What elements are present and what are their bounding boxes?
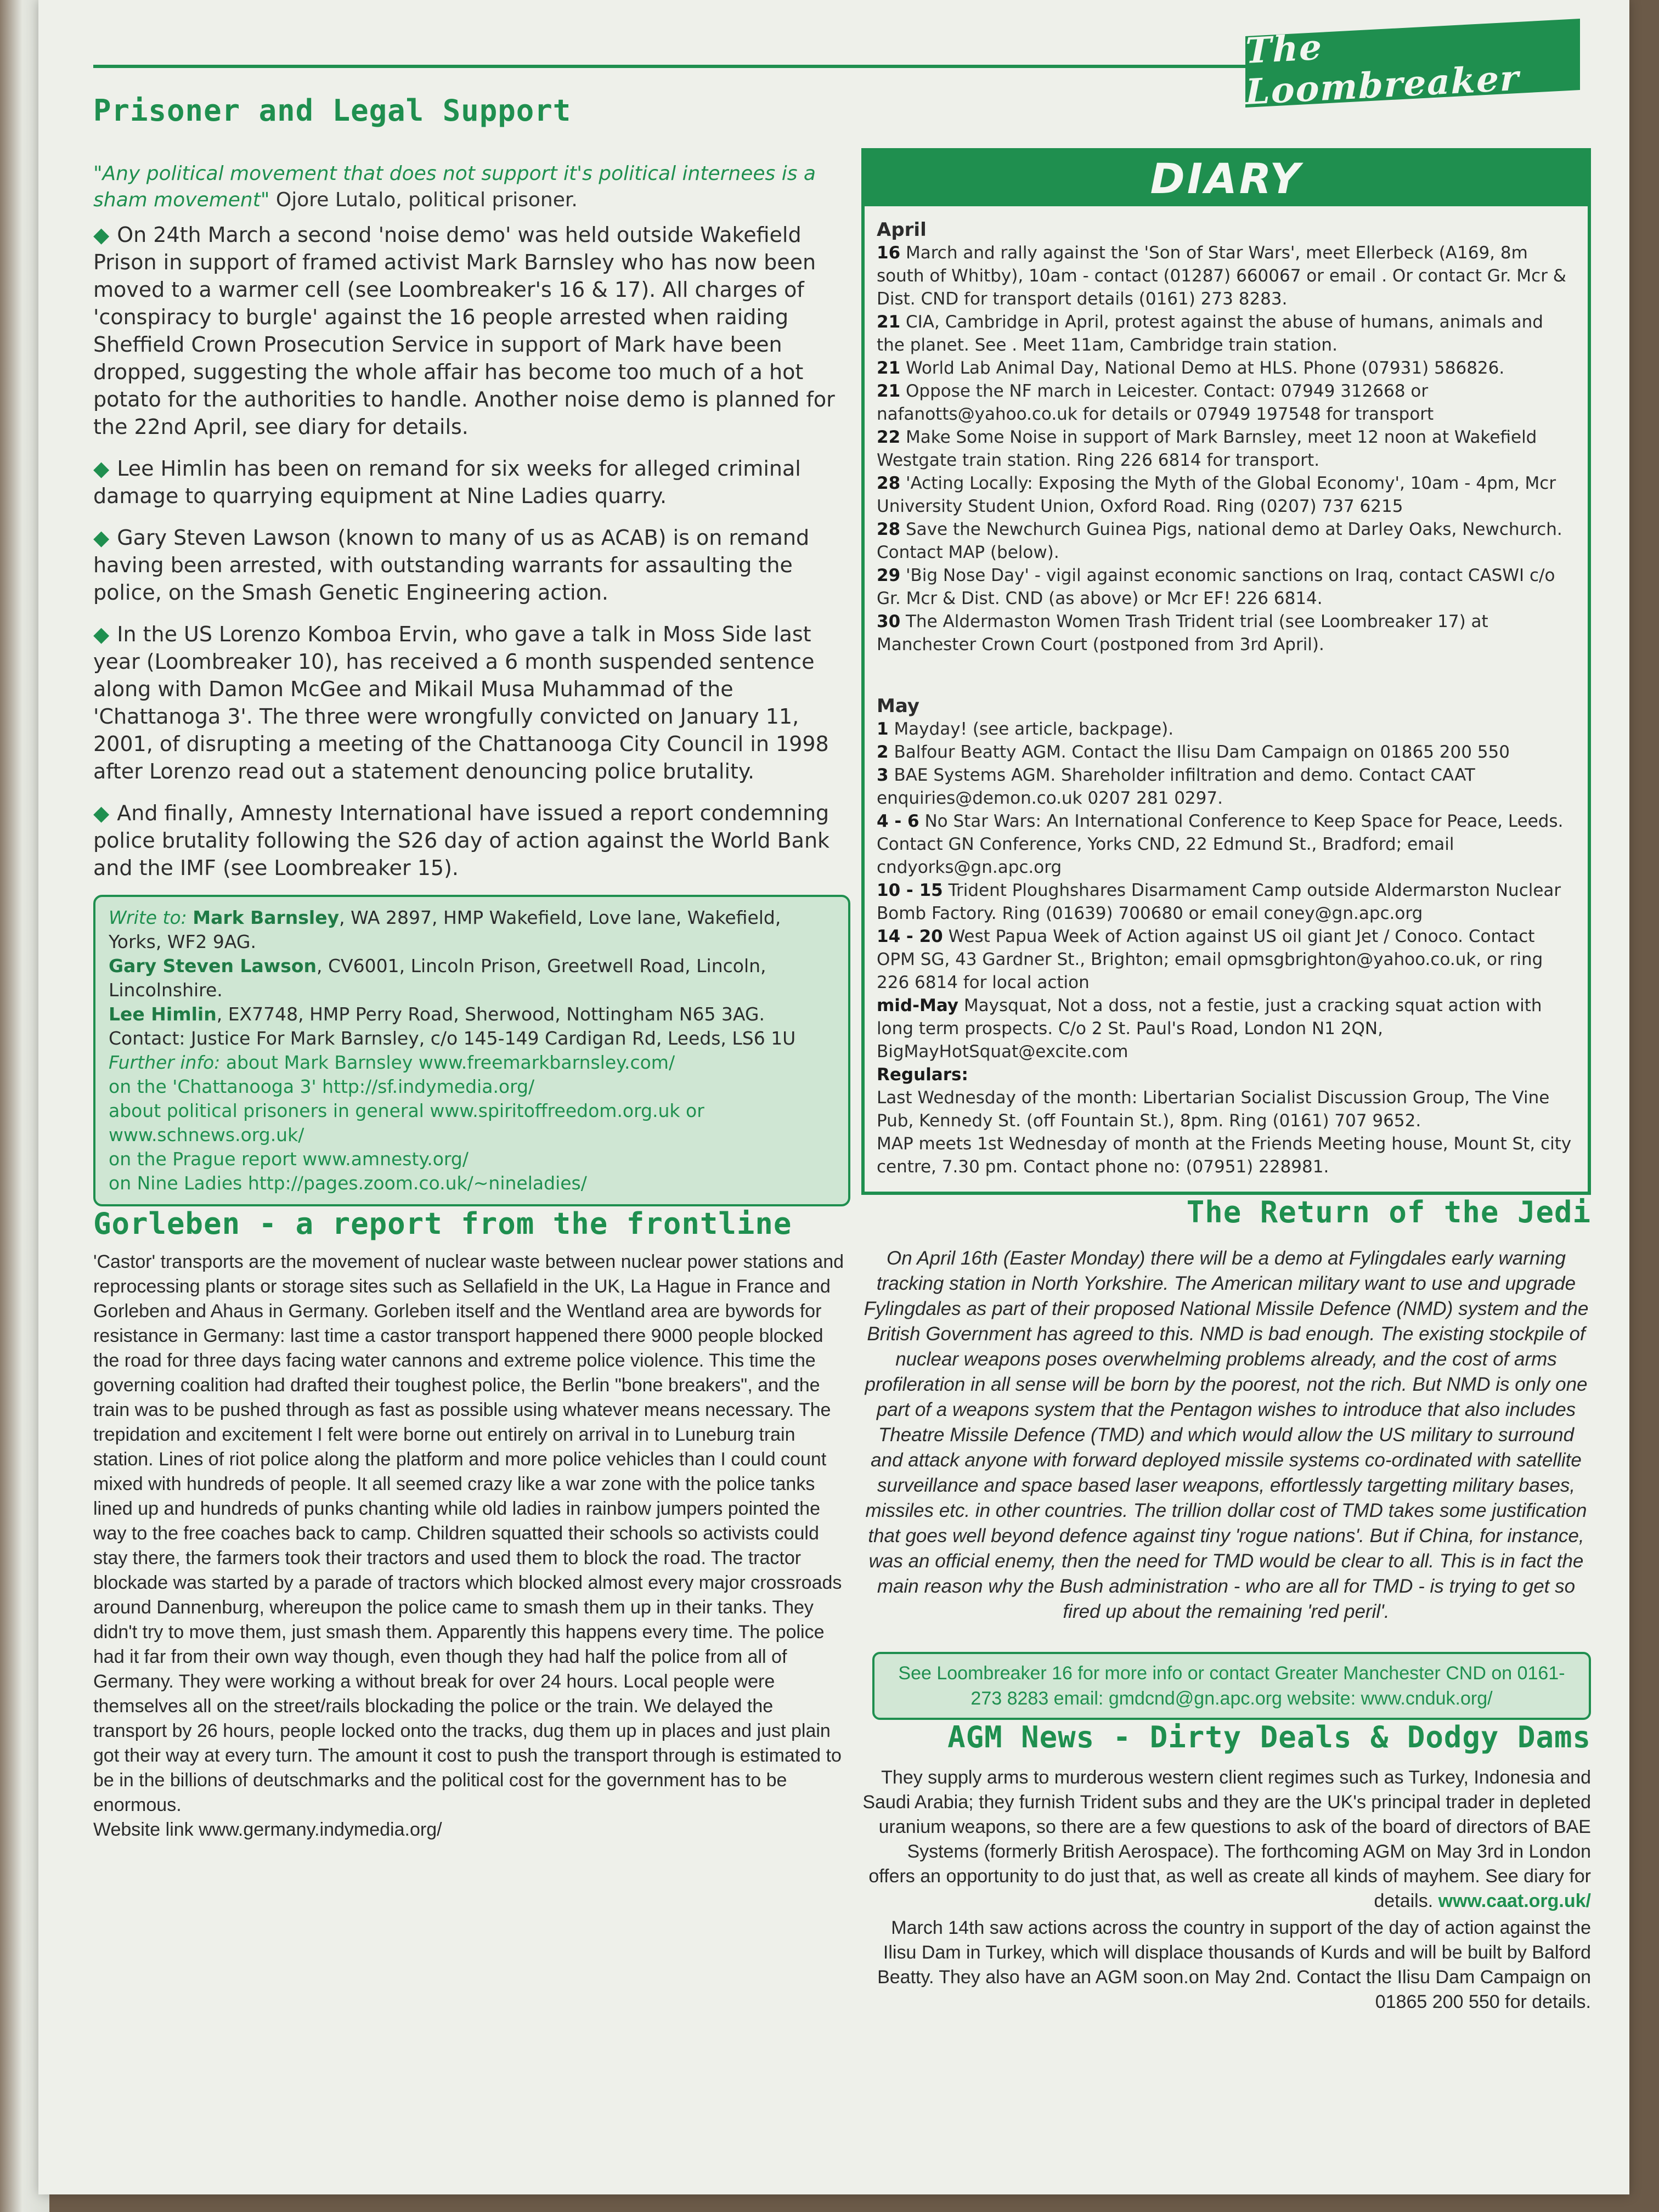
further-info-line xyxy=(109,1051,835,1075)
further-info-link[interactable]: about political prisoners in general www.spiritoffreedom.org.uk or www.schnews.org.uk/ xyxy=(109,1100,704,1146)
regular-event: MAP meets 1st Wednesday of month at the Friends Meeting house, Mount St, city centre, 7.30 pm. Contact phone no: (07951) 228981. xyxy=(877,1134,1572,1177)
news-item-text: Gary Steven Lawson (known to many of us as ACAB) is on remand having been arrested, with outstanding warrants for assaulting the police, on the Smash Genetic Engineering action. xyxy=(93,526,810,605)
diary-event xyxy=(877,380,1576,426)
diary-event-date: 4 - 6 xyxy=(877,811,919,831)
diary-event-date: 2 xyxy=(877,742,889,762)
gorleben-title: Gorleben - a report from the frontline xyxy=(93,1206,792,1241)
prisoner-address: , WA 2897, HMP Wakefield, Love lane, Wakefield, Yorks, WF2 9AG. xyxy=(109,907,781,952)
diary-body xyxy=(865,206,1588,1192)
diary-event-date: 10 - 15 xyxy=(877,881,943,900)
diary-event-text: Trident Ploughshares Disarmament Camp outside Aldermarston Nuclear Bomb Factory. Ring (01639) 700680 or email coney@gn.apc.org xyxy=(877,881,1561,923)
news-item xyxy=(93,455,850,510)
diary-event xyxy=(877,925,1576,994)
diary-event-text: World Lab Animal Day, National Demo at HLS. Phone (07931) 586826. xyxy=(906,358,1505,378)
quote-text: "Any political movement that does not support it's political internees is a sham movement" xyxy=(93,162,816,211)
diary-event xyxy=(877,518,1576,564)
diary-event-date: 21 xyxy=(877,312,901,332)
bullet-icon: ◆ xyxy=(93,456,110,481)
agm-paragraph xyxy=(861,1765,1591,1914)
further-info-link[interactable]: about Mark Barnsley www.freemarkbarnsley.com/ xyxy=(225,1052,675,1073)
diary-event-date: 30 xyxy=(877,612,901,631)
write-to-line xyxy=(109,1002,835,1026)
news-item xyxy=(93,524,850,606)
diary-month-april: April xyxy=(877,219,927,241)
jedi-title: The Return of the Jedi xyxy=(1186,1195,1591,1229)
diary-event-text: March and rally against the 'Son of Star Wars', meet Ellerbeck (A169, 8m south of Whitby), 10am - contact (01287) 660067 or email . Or contact Gr. Mcr & Dist. CND for transport details (0161) 273 8283. xyxy=(877,243,1566,309)
diary-box xyxy=(861,148,1591,1195)
jedi-article: On April 16th (Easter Monday) there will be a demo at Fylingdales early warning tracking station in North Yorkshire. The American military want to use and upgrade Fylingdales as part of their proposed National Missile Defence (NMD) system and the British Government has agreed to this. NMD is bad enough. The existing stockpile of nuclear weapons poses overwhelming problems already, and the cost of arms profileration in all sense will be born by the poorest, not the rich. But NMD is only one part of a weapons system that the Pentagon wishes to introduce that also includes Theatre Missile Defence (TMD) and which would allow the US military to surround and attack anyone with forward deployed missile systems co-ordinated with satellite surveillance and space based laser weapons, effortlessly targetting military bases, missiles etc. in other countries. The trillion dollar cost of TMD takes some justification that goes well beyond defence against tiny 'rogue nations'. But if China, for instance, was an official enemy, then the need for TMD would be clear to all. This is in fact the main reason why the Bush administration - who are all for TMD - is trying to get so fired up about the remaining 'red peril'. xyxy=(864,1248,1589,1622)
diary-event-text: West Papua Week of Action against US oil giant Jet / Conoco. Contact OPM SG, 43 Gardner St., Brighton; email opmsgbrighton@yahoo.co.uk, or ring 226 6814 for local action xyxy=(877,927,1543,992)
left-column xyxy=(93,93,850,1842)
masthead-flag: The Loombreaker xyxy=(1245,19,1580,108)
diary-event xyxy=(877,610,1576,656)
diary-event-text: No Star Wars: An International Conference to Keep Space for Peace, Leeds. Contact GN Conference, Yorks CND, 22 Edmund St., Bradford; email cndyorks@gn.apc.org xyxy=(877,811,1564,877)
diary-event-text: Mayday! (see article, backpage). xyxy=(894,719,1174,739)
diary-event-date: 29 xyxy=(877,566,901,585)
may-events xyxy=(877,718,1576,1063)
diary-event-date: 22 xyxy=(877,427,901,447)
diary-event xyxy=(877,311,1576,357)
diary-event xyxy=(877,994,1576,1063)
diary-event-text: The Aldermaston Women Trash Trident trial (see Loombreaker 17) at Manchester Crown Court (postponed from 3rd April). xyxy=(877,612,1488,654)
diary-event-text: Oppose the NF march in Leicester. Contact: 07949 312668 or nafanotts@yahoo.co.uk for details or 07949 197548 for transport xyxy=(877,381,1434,424)
top-rule xyxy=(93,65,1311,68)
caat-link[interactable]: www.caat.org.uk/ xyxy=(1438,1891,1591,1911)
gorleben-article xyxy=(93,1250,850,1842)
news-item xyxy=(93,620,850,785)
news-item xyxy=(93,799,850,882)
prisoner-name: Lee Himlin xyxy=(109,1003,217,1025)
diary-event-date: 1 xyxy=(877,719,889,739)
diary-event-date: 3 xyxy=(877,765,889,785)
news-item-text: And finally, Amnesty International have issued a report condemning police brutality following the S26 day of action against the World Bank and the IMF (see Loombreaker 15). xyxy=(93,801,830,880)
diary-event xyxy=(877,810,1576,879)
diary-event-text: 'Big Nose Day' - vigil against economic sanctions on Iraq, contact CASWI c/o Gr. Mcr & Dist. CND (as above) or Mcr EF! 226 6814. xyxy=(877,566,1555,608)
diary-event-text: CIA, Cambridge in April, protest against the abuse of humans, animals and the planet. See . Meet 11am, Cambridge train station. xyxy=(877,312,1543,355)
news-item xyxy=(93,221,850,441)
prisoner-name: Mark Barnsley xyxy=(193,907,340,928)
prisoner-address: , EX7748, HMP Perry Road, Sherwood, Nottingham N65 3AG. xyxy=(216,1003,765,1025)
diary-event-date: 28 xyxy=(877,473,901,493)
bullet-icon: ◆ xyxy=(93,622,110,646)
diary-event-text: Make Some Noise in support of Mark Barnsley, meet 12 noon at Wakefield Westgate train station. Ring 226 6814 for transport. xyxy=(877,427,1537,470)
prisoner-name: Gary Steven Lawson xyxy=(109,955,317,977)
diary-event xyxy=(877,718,1576,741)
write-to-line xyxy=(109,906,835,954)
cnd-info-box: See Loombreaker 16 for more info or contact Greater Manchester CND on 0161-273 8283 email: gmdcnd@gn.apc.org website: www.cnduk.org/ xyxy=(872,1652,1591,1720)
further-info-label: Further info: xyxy=(109,1052,221,1073)
agm-paragraph: March 14th saw actions across the country in support of the day of action against the Ilisu Dam in Turkey, which will displace thousands of Kurds and will be built by Balford Beatty. They also have an AGM soon.on May 2nd. Contact the Ilisu Dam Campaign on 01865 200 550 for details. xyxy=(877,1917,1591,2012)
write-to-line xyxy=(109,954,835,1002)
prisoner-contact-box xyxy=(93,895,850,1206)
write-to-label: Write to: xyxy=(109,907,187,928)
diary-event xyxy=(877,426,1576,472)
news-item-text: Lee Himlin has been on remand for six weeks for alleged criminal damage to quarrying equipment at Nine Ladies quarry. xyxy=(93,456,801,508)
newsletter-page xyxy=(38,0,1629,2194)
diary-event xyxy=(877,564,1576,610)
gorleben-body: 'Castor' transports are the movement of nuclear waste between nuclear power stations and reprocessing plants or storage sites such as Sellafield in the UK, La Hague in France and Gorleben and Ahaus in Germany. Gorleben itself and the Wentland area are bywords for resistance in Germany: last time a castor transport happened there 9000 people blocked the road for three days facing water cannons and extreme police violence. This time the governing coalition had drafted their toughest police, the Berlin "bone breakers", and the train was to be pushed through as fast as possible using whatever means necessary. The trepidation and excitement I felt were borne out entirely on arrival in to Luneburg train station. Lines of riot police along the platform and more police vehicles than I could count mixed with hundreds of people. It all seemed crazy like a war zone with the police tanks lined up and hundreds of punks chanting while old ladies in rainbow jumpers pointed the way to the free coaches back to camp. Children squatted their schools so activists could stay there, the farmers took their tractors and used them to block the road. The tractor blockade was started by a parade of tractors which blocked almost every major crossroads around Dannenburg, whereupon the police came to smash them up in their tanks. They didn't try to move them, just smash them. Apparently this happens every time. The police had it far from their own way though, even though they had half the police from all of Germany. They were working a without break for over 24 hours. Local people were themselves all on the street/rails blockading the police or the train. We delayed the transport by 26 hours, people locked onto the tracks, dug them up in places and just plain got their way at every turn. The amount it cost to push the transport through is estimated to be in the billions of deutschmarks and the political cost for the government has to be enormous. xyxy=(93,1251,844,1815)
diary-event-text: BAE Systems AGM. Shareholder infiltration and demo. Contact CAAT enquiries@demon.co.uk 0207 281 0297. xyxy=(877,765,1475,808)
diary-event-text: Save the Newchurch Guinea Pigs, national demo at Darley Oaks, Newchurch. Contact MAP (below). xyxy=(877,520,1562,562)
diary-event-date: 14 - 20 xyxy=(877,927,943,946)
diary-event-text: 'Acting Locally: Exposing the Myth of the Global Economy', 10am - 4pm, Mcr University Student Union, Oxford Road. Ring (0207) 737 6215 xyxy=(877,473,1556,516)
diary-event-date: 16 xyxy=(877,243,901,263)
regulars-title: Regulars: xyxy=(877,1065,968,1085)
agm-title: AGM News - Dirty Deals & Dodgy Dams xyxy=(947,1720,1591,1754)
diary-event-date: 21 xyxy=(877,358,901,378)
agm-article xyxy=(861,1765,1591,2015)
further-info-link[interactable]: on the Prague report www.amnesty.org/ xyxy=(109,1148,469,1170)
quote-author: Ojore Lutalo, political prisoner. xyxy=(275,189,578,211)
news-item-text: On 24th March a second 'noise demo' was held outside Wakefield Prison in support of framed activist Mark Barnsley who has now been moved to a warmer cell (see Loombreaker's 16 & 17). All charges of 'conspiracy to burgle' against the 16 people arrested when raiding Sheffield Crown Prosecution Service in support of Mark have been dropped, suggesting the whole affair has become too much of a hot potato for the authorities to handle. Another noise demo is planned for the 22nd April, see diary for details. xyxy=(93,223,835,439)
gorleben-website[interactable]: Website link www.germany.indymedia.org/ xyxy=(93,1819,442,1840)
prisoner-quote xyxy=(93,161,850,213)
diary-title: DIARY xyxy=(865,151,1588,206)
diary-event-date: mid-May xyxy=(877,996,959,1015)
diary-month-may: May xyxy=(877,695,919,717)
further-info-link[interactable]: on the 'Chattanooga 3' http://sf.indymedia.org/ xyxy=(109,1076,535,1097)
diary-event-date: 21 xyxy=(877,381,901,401)
bullet-icon: ◆ xyxy=(93,223,110,247)
diary-event xyxy=(877,472,1576,518)
regular-event: Last Wednesday of the month: Libertarian Socialist Discussion Group, The Vine Pub, Kennedy St. (off Fountain St.), 8pm. Ring (0161) 707 9652. xyxy=(877,1088,1550,1131)
prisoner-address: , CV6001, Lincoln Prison, Greetwell Road, Lincoln, Lincolnshire. xyxy=(109,955,766,1001)
right-column xyxy=(861,148,1591,2017)
diary-event xyxy=(877,241,1576,311)
news-item-text: In the US Lorenzo Komboa Ervin, who gave a talk in Moss Side last year (Loombreaker 10), has received a 6 month suspended sentence along with Damon McGee and Mikail Musa Muhammad of the 'Chattanoga 3'. The three were wrongfully convicted on January 11, 2001, of disrupting a meeting of the Chattanooga City Council in 1998 after Lorenzo read out a statement denouncing police brutality. xyxy=(93,622,829,783)
diary-event-text: Balfour Beatty AGM. Contact the Ilisu Dam Campaign on 01865 200 550 xyxy=(894,742,1510,762)
diary-event xyxy=(877,357,1576,380)
diary-event xyxy=(877,879,1576,925)
diary-event-date: 28 xyxy=(877,520,901,539)
further-info-link[interactable]: on Nine Ladies http://pages.zoom.co.uk/~nineladies/ xyxy=(109,1172,587,1194)
agm-paragraph-text: They supply arms to murderous western client regimes such as Turkey, Indonesia and Saudi Arabia; they furnish Trident subs and they are the UK's principal trader in depleted uranium weapons, so there are a few questions to ask of the board of directors of BAE Systems (formerly British Aerospace). The forthcoming AGM on May 3rd in London offers an opportunity to do just that, as well as create all kinds of mayhem. See diary for details. xyxy=(862,1767,1591,1911)
bullet-icon: ◆ xyxy=(93,526,110,550)
prisoner-support-title: Prisoner and Legal Support xyxy=(93,93,572,128)
bullet-icon: ◆ xyxy=(93,801,110,825)
diary-event-text: Maysquat, Not a doss, not a festie, just a cracking squat action with long term prospects. C/o 2 St. Paul's Road, London N1 2QN, BigMayHotSquat@excite.com xyxy=(877,996,1542,1062)
contact-line: Contact: Justice For Mark Barnsley, c/o 145-149 Cardigan Rd, Leeds, LS6 1U xyxy=(109,1028,796,1049)
diary-event xyxy=(877,764,1576,810)
diary-event xyxy=(877,741,1576,764)
april-events xyxy=(877,241,1576,656)
